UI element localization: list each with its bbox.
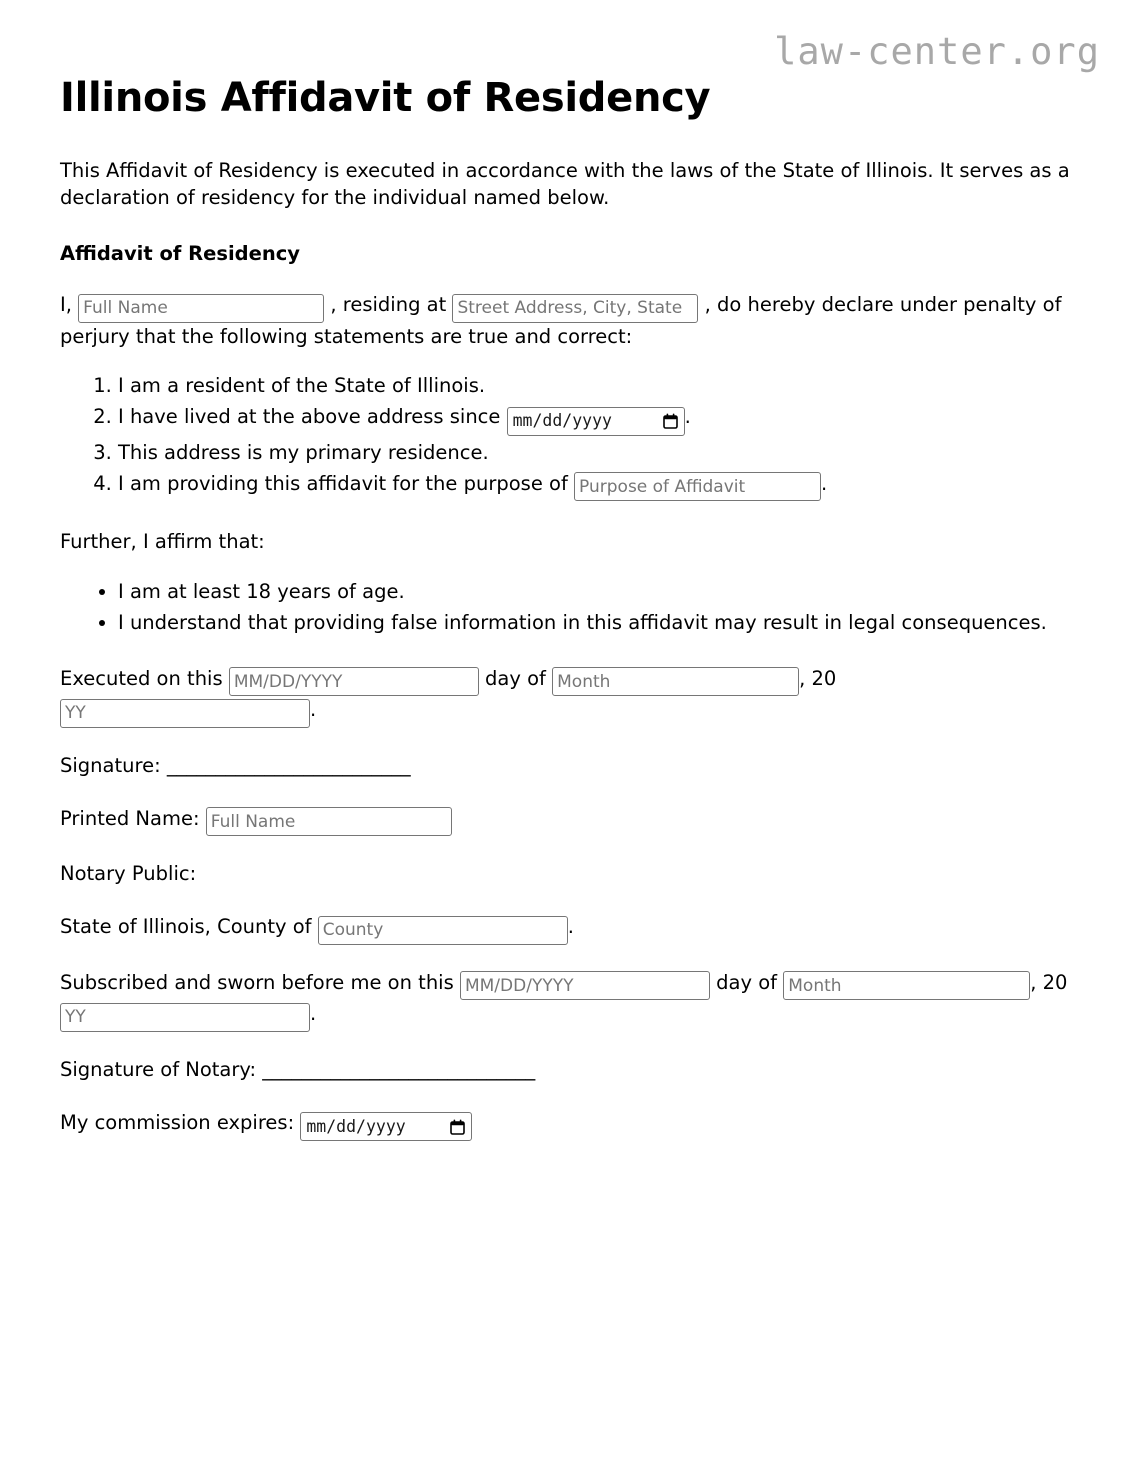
statement-2-text: I have lived at the above address since: [118, 404, 501, 428]
notary-signature-label: Signature of Notary:: [60, 1057, 257, 1081]
notary-subscribed-row: [60, 969, 1073, 1032]
notary-period: .: [310, 1002, 317, 1026]
list-item: • I understand that providing false information in this affidavit may result in legal consequences.: [118, 608, 1073, 639]
notary-subscribed-label: Subscribed and sworn before me on this: [60, 970, 454, 994]
notary-signature-line[interactable]: ____________________________: [262, 1057, 536, 1081]
calendar-icon[interactable]: [663, 413, 678, 429]
page-title: Illinois Affidavit of Residency: [60, 75, 711, 121]
execution-comma-twenty: , 20: [799, 666, 837, 690]
execution-period: .: [310, 698, 317, 722]
notary-heading: Notary Public:: [60, 862, 197, 886]
statement-3-text: This address is my primary residence.: [118, 440, 489, 464]
declaration-tail-text: , do hereby declare under penalty of perjury that the following statements are true and correct:: [60, 293, 1062, 348]
notary-day-of-label: day of: [716, 970, 778, 994]
execution-day-of-label: day of: [485, 666, 546, 690]
execution-year-input[interactable]: [60, 699, 310, 728]
statements-list: [60, 370, 1073, 503]
notary-county-row: [60, 913, 1073, 945]
notary-subscribed-date-input[interactable]: [460, 971, 710, 1000]
purpose-of-affidavit-input[interactable]: [574, 472, 821, 501]
affirmations-list: [60, 577, 1073, 639]
residence-since-date-input[interactable]: [507, 407, 685, 436]
notary-month-input[interactable]: [783, 971, 1030, 1000]
notary-commission-date-input[interactable]: [300, 1112, 472, 1141]
signature-line[interactable]: _________________________: [166, 753, 411, 777]
site-watermark: law-center.org: [774, 30, 1100, 73]
list-item: [118, 468, 1073, 503]
declaration-residing-text: , residing at: [330, 293, 447, 317]
execution-paragraph: [60, 665, 1073, 728]
declaration-paragraph: [60, 291, 1073, 351]
declaration-lead: I,: [60, 293, 72, 317]
notary-state-county-label: State of Illinois, County of: [60, 915, 312, 939]
execution-label: Executed on this: [60, 666, 223, 690]
statement-2-period: .: [684, 404, 691, 428]
notary-county-input[interactable]: [318, 916, 568, 945]
printed-name-label: Printed Name:: [60, 806, 200, 830]
statement-4-text: I am providing this affidavit for the purpose of: [118, 471, 568, 495]
list-item: [118, 401, 1073, 437]
list-item: • I am at least 18 years of age.: [118, 577, 1073, 608]
notary-county-period: .: [567, 915, 574, 939]
notary-commission-label: My commission expires:: [60, 1110, 295, 1134]
full-name-input[interactable]: [78, 294, 324, 323]
street-address-input[interactable]: [452, 294, 698, 323]
section-heading-affidavit: Affidavit of Residency: [60, 242, 300, 266]
notary-comma-twenty: , 20: [1030, 970, 1068, 994]
notary-year-input[interactable]: [60, 1003, 310, 1032]
printed-name-input[interactable]: [206, 807, 452, 836]
printed-name-row: [60, 805, 1073, 837]
signature-label: Signature:: [60, 753, 161, 777]
execution-date-input[interactable]: [229, 667, 479, 696]
notary-signature-row: [60, 1056, 1073, 1085]
list-item: [118, 437, 1073, 468]
statement-1-text: I am a resident of the State of Illinois.: [118, 373, 486, 397]
list-item: [118, 370, 1073, 401]
intro-paragraph: This Affidavit of Residency is executed in accordance with the laws of the State of Illinois. It serves as a declaration of residency for the individual named below.: [60, 158, 1070, 210]
statement-4-period: .: [821, 471, 828, 495]
execution-month-input[interactable]: [552, 667, 799, 696]
residence-since-date-value: mm/dd/yyyy: [512, 410, 612, 430]
calendar-icon[interactable]: [450, 1119, 465, 1135]
signature-row: [60, 752, 1073, 781]
affirmations-lead: Further, I affirm that:: [60, 530, 265, 554]
notary-commission-date-value: mm/dd/yyyy: [306, 1116, 406, 1136]
notary-commission-row: [60, 1109, 1073, 1142]
